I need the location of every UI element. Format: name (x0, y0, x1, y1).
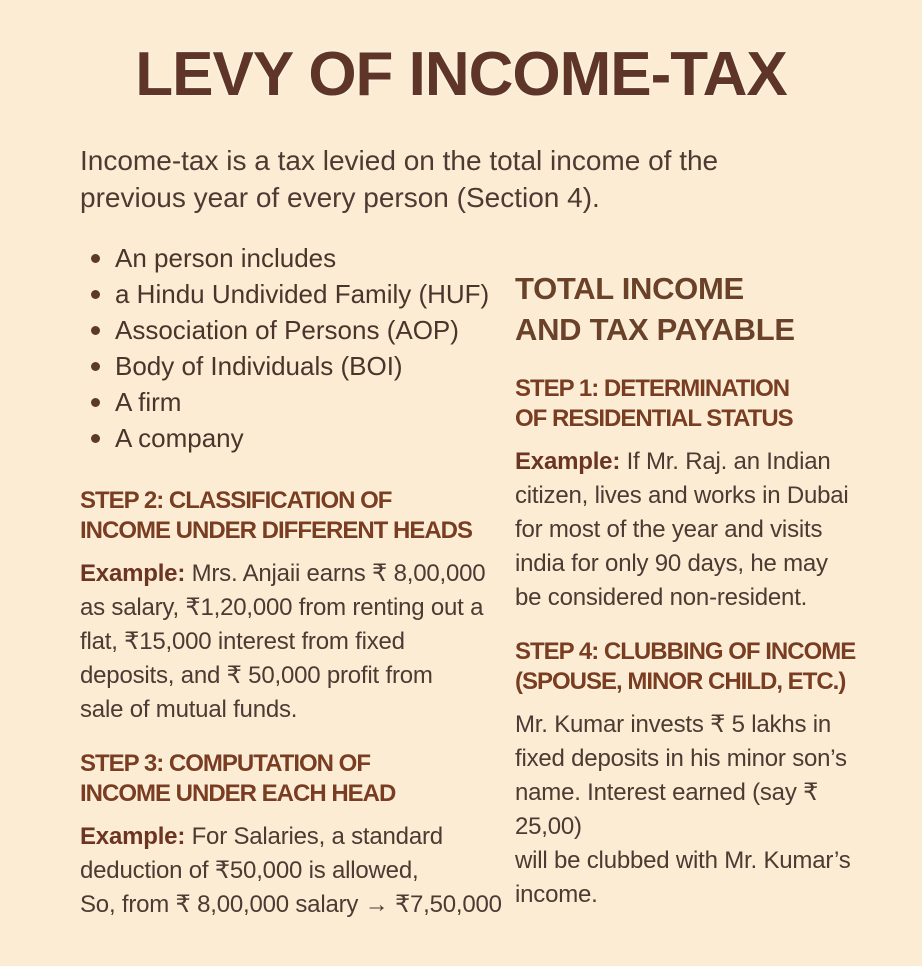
step-2-section (80, 486, 515, 727)
example-text: For Salaries, a standard deduction of ₹50,000 is allowed, So, from ₹ 8,00,000 salary → ₹7,50,000 (80, 823, 502, 918)
step-1-section (515, 374, 867, 615)
list-item (80, 312, 515, 348)
list-item-label: An person includes (115, 243, 337, 273)
intro-text: Income-tax is a tax levied on the total income of the previous year of every person (Section 4). (80, 145, 719, 213)
step-2-heading: STEP 2: CLASSIFICATION OF INCOME UNDER DIFFERENT HEADS (80, 487, 473, 544)
example-text: If Mr. Raj. an Indian citizen, lives and works in Dubai for most of the year and visits india for only 90 days, he may be considered non-resident. (515, 448, 849, 611)
step-3-heading: STEP 3: COMPUTATION OF INCOME UNDER EACH HEAD (80, 750, 396, 807)
bullet-dot-icon (91, 326, 100, 335)
left-column (80, 240, 515, 922)
step-4-body: Mr. Kumar invests ₹ 5 lakhs in fixed deposits in his minor son’s name. Interest earned (say ₹ 25,00) will be clubbed with Mr. Kumar’s income. (515, 711, 851, 908)
list-item-label: A firm (115, 387, 182, 417)
income-tax-infographic (0, 40, 922, 966)
bullet-dot-icon (91, 254, 100, 263)
list-item-label: A company (115, 423, 244, 453)
list-item-label: Body of Individuals (BOI) (115, 351, 403, 381)
example-text: Mrs. Anjaii earns ₹ 8,00,000 as salary, ₹1,20,000 from renting out a flat, ₹15,000 interest from fixed deposits, and ₹ 50,000 profit from sale of mutual funds. (80, 560, 486, 723)
step-3-example (80, 820, 515, 922)
content-columns (80, 240, 867, 922)
step-2-example (80, 557, 515, 727)
bullet-dot-icon (91, 362, 100, 371)
bullet-dot-icon (91, 398, 100, 407)
list-item (80, 348, 515, 384)
list-item-label: a Hindu Undivided Family (HUF) (115, 279, 490, 309)
page-title: LEVY OF INCOME-TAX (135, 40, 787, 109)
list-item (80, 276, 515, 312)
step-4-heading: STEP 4: CLUBBING OF INCOME (SPOUSE, MINOR CHILD, ETC.) (515, 638, 856, 695)
right-column (515, 240, 867, 922)
example-label: Example: (515, 448, 621, 475)
total-income-heading: TOTAL INCOME AND TAX PAYABLE (515, 271, 795, 347)
step-4-section (515, 637, 867, 912)
step-1-example (515, 445, 867, 615)
bullet-dot-icon (91, 434, 100, 443)
step-1-heading: STEP 1: DETERMINATION OF RESIDENTIAL STATUS (515, 375, 793, 432)
bullet-dot-icon (91, 290, 100, 299)
list-item (80, 384, 515, 420)
list-item (80, 240, 515, 276)
example-label: Example: (80, 823, 186, 850)
list-item-label: Association of Persons (AOP) (115, 315, 459, 345)
step-3-section (80, 749, 515, 922)
person-includes-list (80, 240, 515, 456)
example-label: Example: (80, 560, 186, 587)
list-item (80, 420, 515, 456)
